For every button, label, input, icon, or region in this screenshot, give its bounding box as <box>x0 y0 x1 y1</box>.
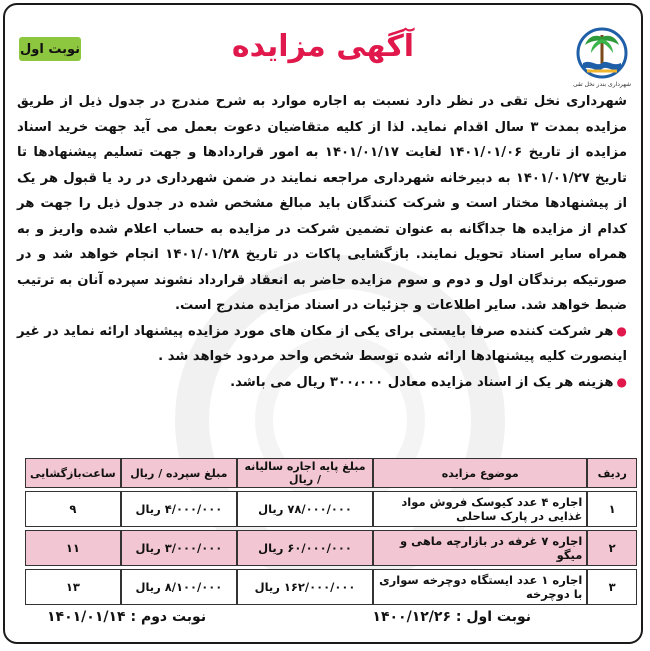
bullet-dot-icon: ● <box>616 374 627 389</box>
row-opening-time: ۱۳ <box>25 569 121 605</box>
row-opening-time: ۱۱ <box>25 530 121 566</box>
row-number: ۱ <box>587 491 637 527</box>
table-row <box>25 491 637 527</box>
row-base-price: ۶۰/۰۰۰/۰۰۰ ریال <box>237 530 373 566</box>
row-deposit: ۴/۰۰۰/۰۰۰ ریال <box>121 491 237 527</box>
row-subject: اجاره ۱ عدد ایستگاه دوچرخه سواری با دوچرخه <box>373 569 587 605</box>
header-subject: موضوع مزایده <box>373 458 587 488</box>
advertisement-frame <box>3 3 643 644</box>
header-base-price: مبلغ پایه اجاره سالیانه / ریال <box>237 458 373 488</box>
logo-caption: شهرداری بندر نخل تقی <box>572 81 632 88</box>
auction-table <box>25 455 637 608</box>
second-round <box>47 609 206 625</box>
bullet-text-2: هزینه هر یک از اسناد مزایده معادل ۳۰۰،۰۰۰ ریال می باشد. <box>230 374 614 390</box>
table-header-row <box>25 458 637 488</box>
second-round-label: نوبت دوم : <box>130 609 207 625</box>
announcement-paragraph: شهرداری نخل تقی در نظر دارد نسبت به اجاره موارد به شرح مندرج در جدول ذیل از طریق مزایده بمدت ۳ سال اقدام نماید. لذا از کلیه متقاضیان دعوت بعمل می آید جهت خرید اسناد مزایده از تاریخ ۱۴۰۱/۰۱/۰۶ لغایت ۱۴۰۱/۰۱/۱۷ به امور قراردادها و جهت تسلیم پیشنهادها تا تاریخ ۱۴۰۱/۰۱/۲۷ به دبیرخانه شهرداری مراجعه نمایند در ضمن شهرداری در رد یا قبول هر یک از پیشنهادها مختار است و شرکت کنندگان باید مبالغ مشخص شده در جدول ذیل را جهت هر کدام از مزایده ها جداگانه به عنوان تضمین شرکت در مزایده به حساب اعلام شده واریز و به همراه سایر اسناد تحویل نمایند. بازگشایی پاکات در تاریخ ۱۴۰۱/۰۱/۲۸ انجام خواهد شد و در صورتیکه برندگان اول و دوم و سوم مزایده حاضر به انعقاد قرارداد نشوند سپرده آنان به ترتیب ضبط خواهد شد. سایر اطلاعات و جزئیات در اسناد مزایده مندرج است. <box>17 94 628 313</box>
round-badge: نوبت اول <box>19 37 81 61</box>
row-deposit: ۸/۱۰۰/۰۰۰ ریال <box>121 569 237 605</box>
bullet-text-1: هر شرکت کننده صرفا بایستی برای یکی از مکان های مورد مزایده پیشنهاد ارائه نماید در غیر اینصورت کلیه پیشنهادها ارائه شده توسط شخص واحد مردود خواهد شد . <box>17 323 627 364</box>
row-base-price: ۱۶۲/۰۰۰/۰۰۰ ریال <box>237 569 373 605</box>
first-round-label: نوبت اول : <box>455 609 531 625</box>
row-number: ۳ <box>587 569 637 605</box>
row-base-price: ۷۸/۰۰۰/۰۰۰ ریال <box>237 491 373 527</box>
row-subject: اجاره ۷ غرفه در بازارچه ماهی و میگو <box>373 530 587 566</box>
bullet-line-2 <box>17 370 627 396</box>
row-deposit: ۳/۰۰۰/۰۰۰ ریال <box>121 530 237 566</box>
header-row-number: ردیف <box>587 458 637 488</box>
row-number: ۲ <box>587 530 637 566</box>
row-opening-time: ۹ <box>25 491 121 527</box>
row-subject: اجاره ۴ عدد کیوسک فروش مواد غذایی در پارک ساحلی <box>373 491 587 527</box>
page-title: آگهی مزایده <box>231 29 415 64</box>
first-round <box>372 609 531 625</box>
publication-dates <box>5 609 641 635</box>
table-row <box>25 569 637 605</box>
municipality-logo-icon <box>573 23 631 89</box>
announcement-body <box>17 89 627 395</box>
header-opening-time: ساعت‌بازگشایی <box>25 458 121 488</box>
table-row <box>25 530 637 566</box>
bullet-dot-icon: ● <box>616 323 627 338</box>
header-deposit: مبلغ سپرده / ریال <box>121 458 237 488</box>
first-round-date: ۱۴۰۰/۱۲/۲۶ <box>372 609 452 625</box>
bullet-line-1 <box>17 319 627 370</box>
second-round-date: ۱۴۰۱/۰۱/۱۴ <box>47 609 126 625</box>
